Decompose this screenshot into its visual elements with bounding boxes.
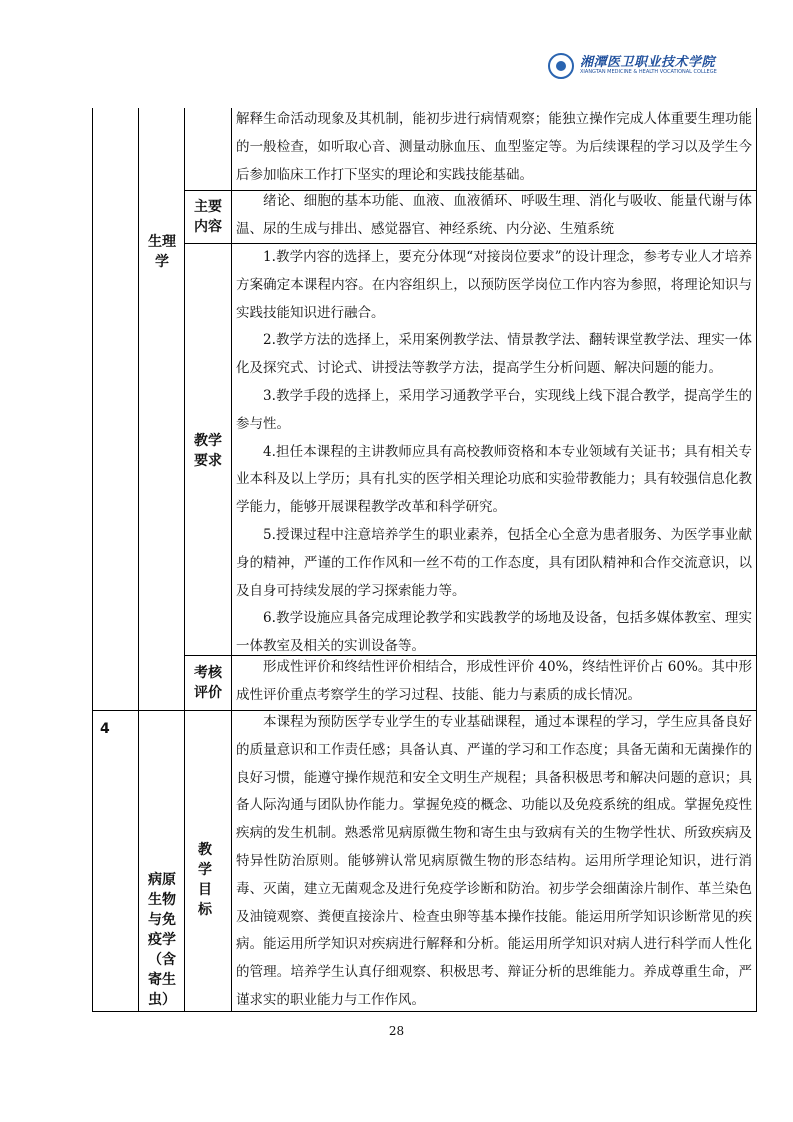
course-number: 4 xyxy=(100,721,110,737)
college-logo xyxy=(548,47,718,87)
physiology-assessment: 形成性评价和终结性评价相结合，形成性评价 40%，终结性评价占 60%。其中形成性评价重点考察学生的学习过程、技能、能力与素质的成长情况。 xyxy=(236,659,752,703)
course-name-pathogen-immunology: 病原生物与免疫学（含寄生虫） xyxy=(148,872,176,1008)
requirement-item: 2.教学方法的选择上，采用案例教学法、情景教学法、翻转课堂教学法、理实一体化及探究式、讨论式、讲授法等教学方法，提高学生分析问题、解决问题的能力。 xyxy=(236,332,752,377)
label-teaching-objective: 教学目标 xyxy=(198,842,218,918)
physiology-main-content: 绪论、细胞的基本功能、血液、血液循环、呼吸生理、消化与吸收、能量代谢与体温、尿的生成与排出、感觉器官、神经系统、内分泌、生殖系统 xyxy=(236,193,752,237)
college-seal-icon xyxy=(548,53,574,79)
physiology-objective-continued: 解释生命活动现象及其机制，能初步进行病情观察；能独立操作完成人体重要生理功能的一般检查，如听取心音、测量动脉血压、血型鉴定等。为后续课程的学习以及学生今后参加临床工作打下坚实的理论和实践技能基础。 xyxy=(236,111,752,183)
pathogen-objective: 本课程为预防医学专业学生的专业基础课程，通过本课程的学习，学生应具备良好的质量意识和工作责任感；具备认真、严谨的学习和工作态度；具备无菌和无菌操作的良好习惯，能遵守操作规范和安全文明生产规程；具备积极思考和解决问题的意识；具备人际沟通与团队协作能力。掌握免疫的概念、功能以及免疫系统的组成。掌握免疫性疾病的发生机制。熟悉常见病原微生物和寄生虫与致病有关的生物学性状、所致疾病及特异性防治原则。能够辨认常见病原微生物的形态结构。运用所学理论知识，进行消毒、灭菌，建立无菌观念及进行免疫学诊断和防治。初步学会细菌涂片制作、革兰染色及油镜观察、粪便直接涂片、检查虫卵等基本操作技能。能运用所学知识诊断常见的疾病。能运用所学知识对疾病进行解释和分析。能运用所学知识对病人进行科学而人性化的管理。培养学生认真仔细观察、积极思考、辩证分析的思维能力。养成尊重生命，严谨求实的职业能力与工作作风。 xyxy=(236,714,752,1008)
requirement-item: 5.授课过程中注意培养学生的职业素养，包括全心全意为患者服务、为医学事业献身的精神，严谨的工作作风和一丝不苟的工作态度，具有团队精神和合作交流意识，以及自身可持续发展的学习探索能力等。 xyxy=(236,526,752,599)
physiology-requirements xyxy=(236,244,752,661)
page-number: 28 xyxy=(388,1024,405,1038)
college-name-en: XIANGTAN MEDICINE & HEALTH VOCATIONAL COLLEGE xyxy=(580,69,717,75)
requirement-item: 4.担任本课程的主讲教师应具有高校教师资格和本专业领域有关证书；具有相关专业本科及以上学历；具有扎实的医学相关理论功底和实验带教能力；具有较强信息化教学能力，能够开展课程教学改革和科学研究。 xyxy=(236,443,752,516)
requirement-item: 6.教学设施应具备完成理论教学和实践教学的场地及设备，包括多媒体教室、理实一体教室及相关的实训设备等。 xyxy=(236,610,752,655)
college-name-cn: 湘潭医卫职业技术学院 xyxy=(580,55,716,70)
label-assessment: 考核评价 xyxy=(194,665,222,701)
course-name-physiology: 生理学 xyxy=(148,234,176,270)
requirement-item: 1.教学内容的选择上，要充分体现“对接岗位要求”的设计理念，参考专业人才培养方案确定本课程内容。在内容组织上，以预防医学岗位工作内容为参照，将理论知识与实践技能知识进行融合。 xyxy=(236,249,752,321)
label-teaching-requirements: 教学要求 xyxy=(194,433,222,469)
requirement-item: 3.教学手段的选择上，采用学习通教学平台，实现线上线下混合教学，提高学生的参与性。 xyxy=(236,387,752,432)
label-main-content: 主要内容 xyxy=(194,199,222,235)
